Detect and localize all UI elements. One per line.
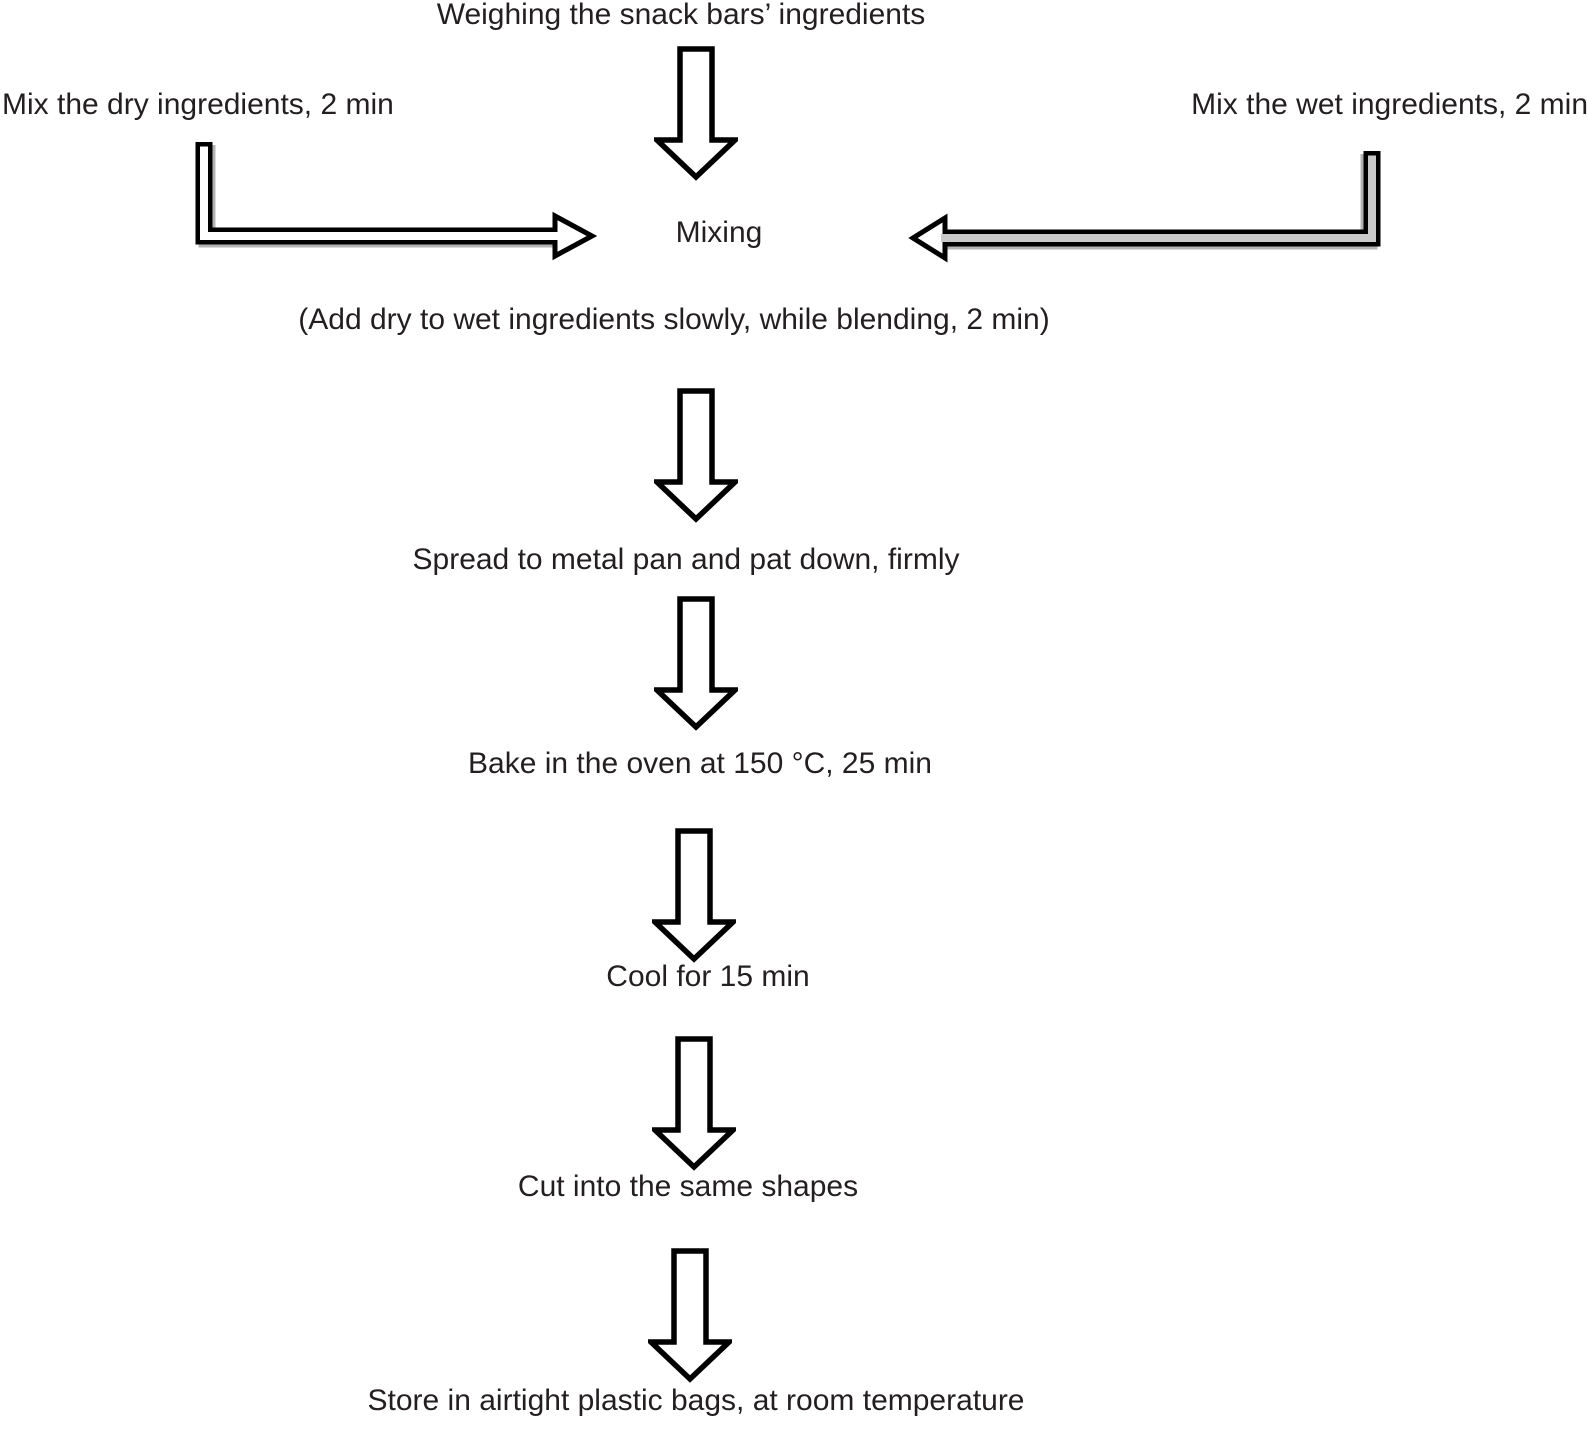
step-mix-dry: Mix the dry ingredients, 2 min — [2, 88, 394, 121]
down-arrow-icon — [652, 828, 736, 964]
step-mixing: Mixing — [675, 216, 763, 249]
step-mix-wet: Mix the wet ingredients, 2 min — [1191, 88, 1588, 121]
down-arrow-icon — [654, 46, 738, 182]
down-arrow-icon — [648, 1248, 732, 1384]
down-arrow-icon — [652, 1036, 736, 1172]
elbow-arrow-right-icon — [900, 138, 1400, 278]
step-cut: Cut into the same shapes — [517, 1170, 859, 1203]
step-store: Store in airtight plastic bags, at room temperature — [367, 1384, 1025, 1417]
step-bake: Bake in the oven at 150 °C, 25 min — [468, 747, 932, 780]
step-spread: Spread to metal pan and pat down, firmly — [412, 543, 960, 576]
step-cool: Cool for 15 min — [606, 960, 810, 993]
elbow-arrow-left-icon — [184, 128, 604, 268]
down-arrow-icon — [654, 388, 738, 524]
down-arrow-icon — [654, 596, 738, 732]
mixing-note: (Add dry to wet ingredients slowly, while blending, 2 min) — [298, 303, 1050, 336]
step-weighing: Weighing the snack bars’ ingredients — [436, 0, 926, 31]
